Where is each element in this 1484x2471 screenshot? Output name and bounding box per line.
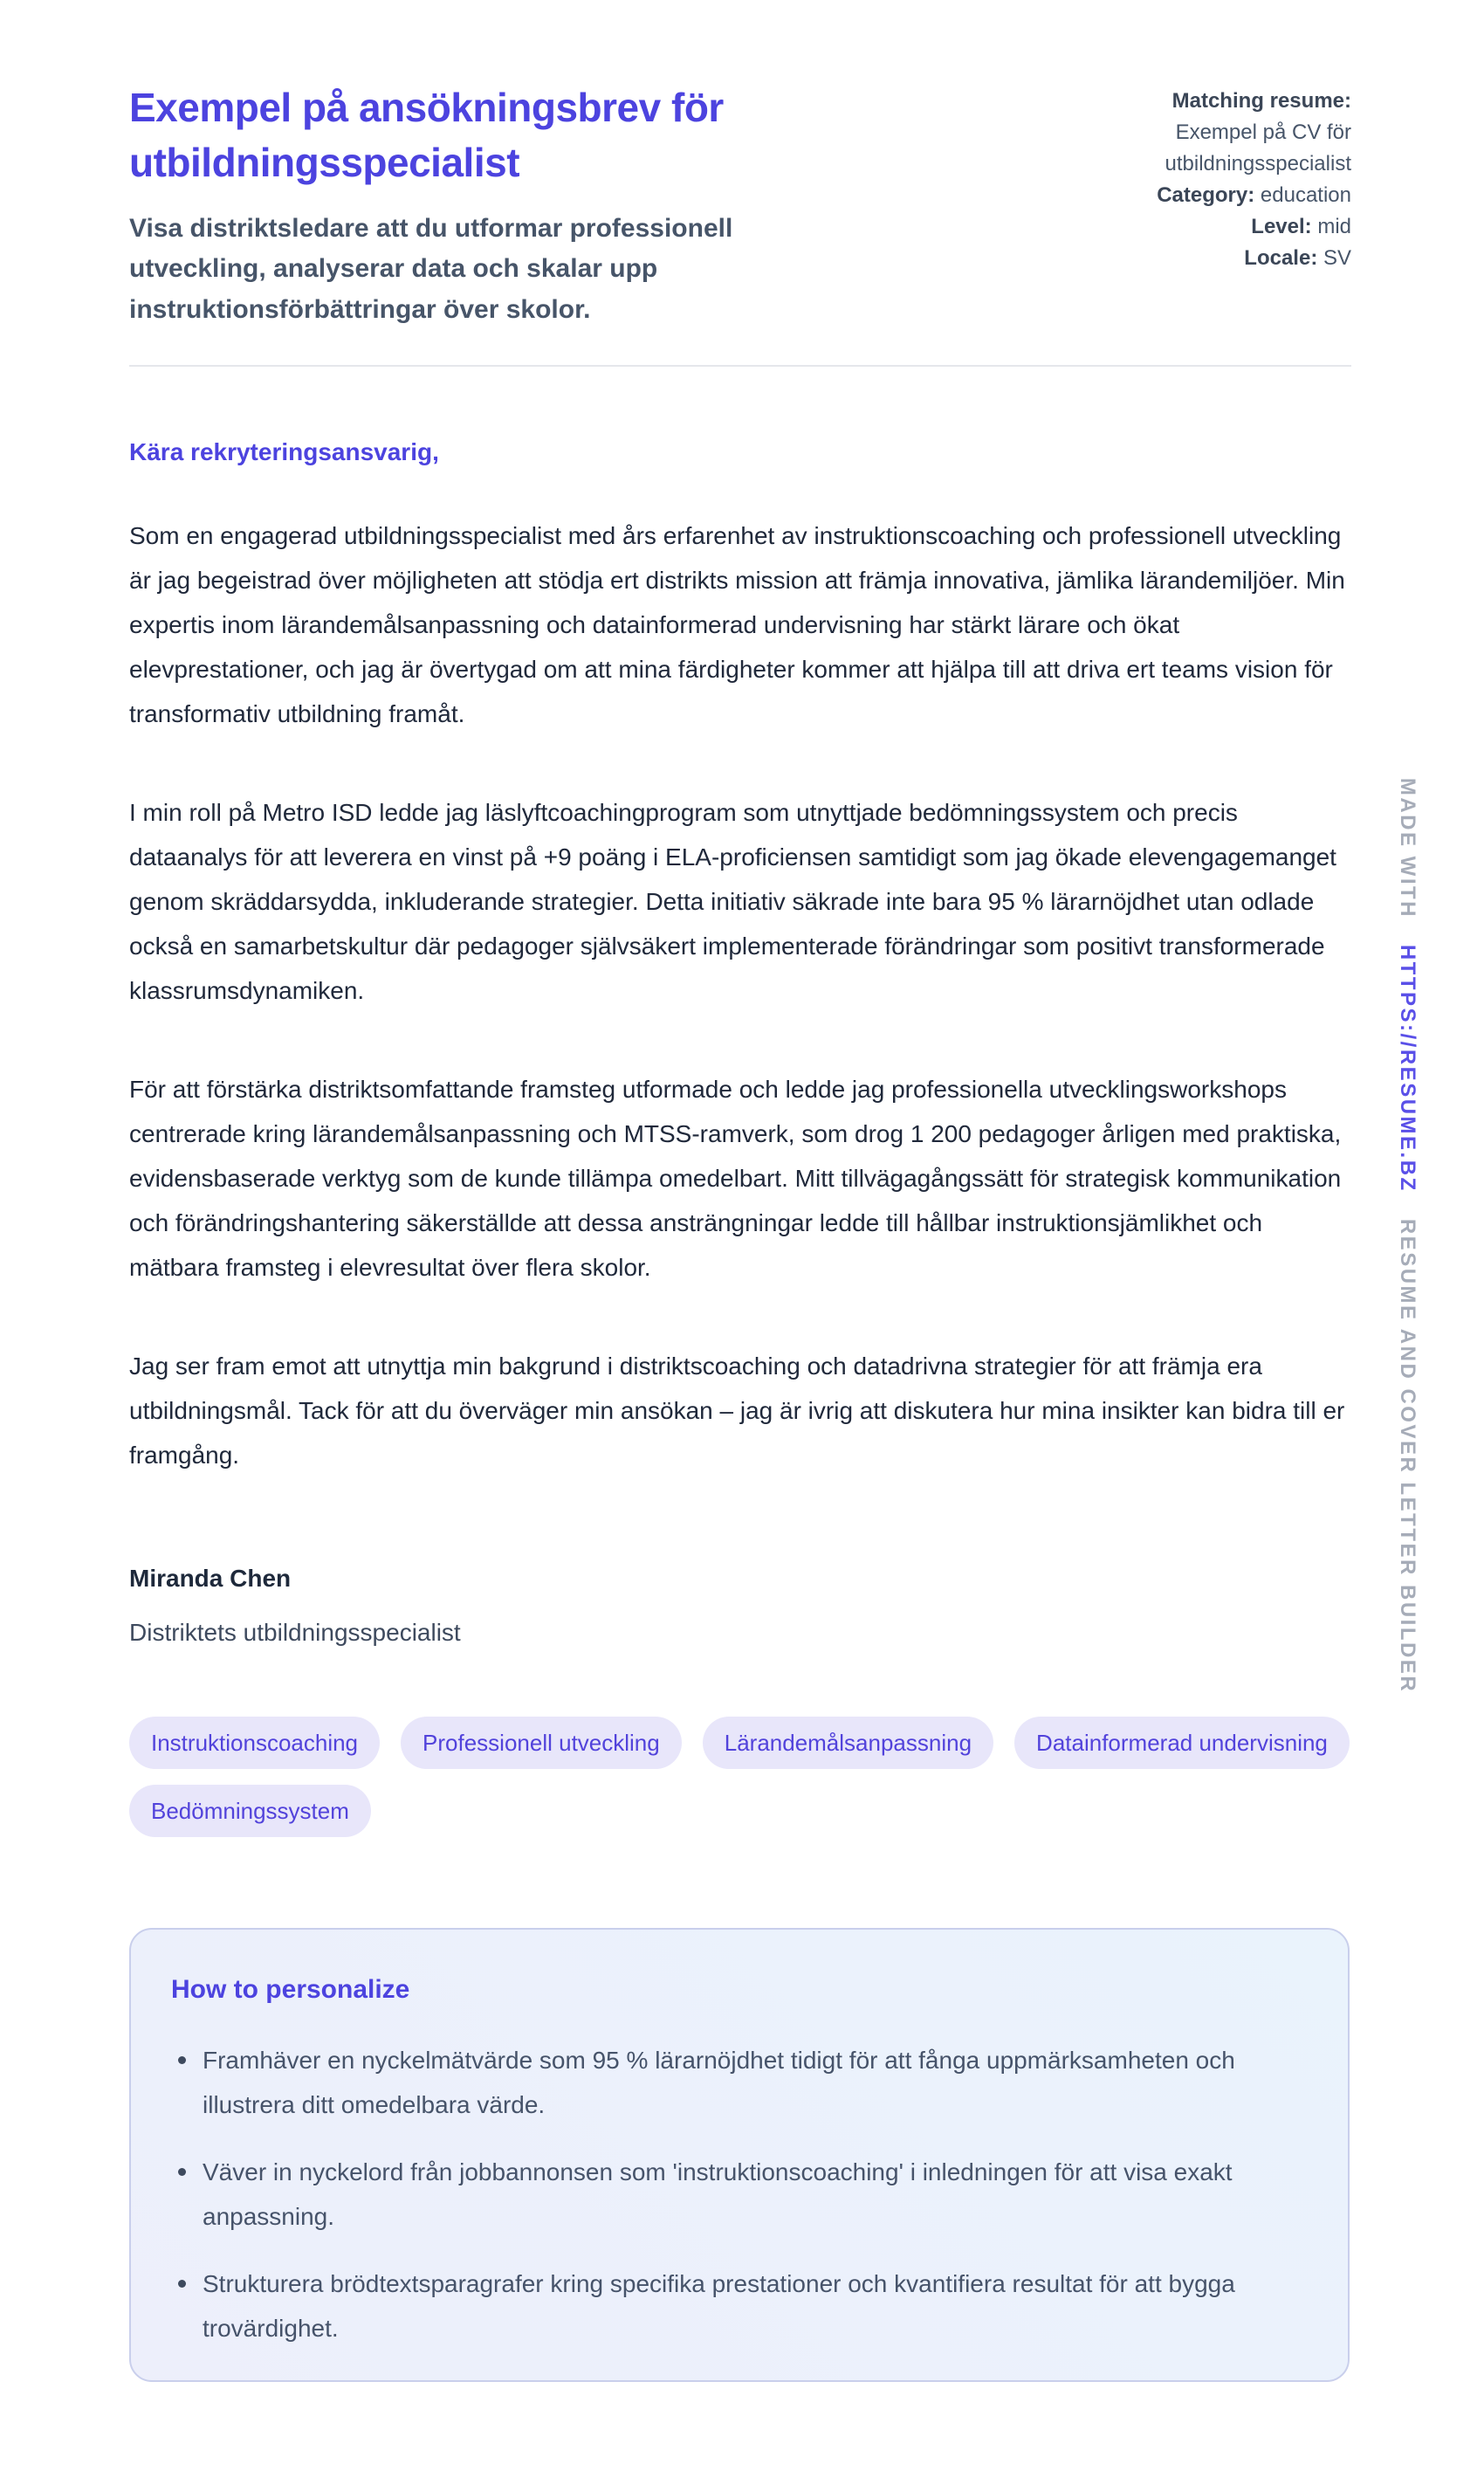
matching-resume-row [1050,86,1351,180]
locale-label: Locale: [1244,246,1318,270]
signature-role: Distriktets utbildningsspecialist [129,1619,461,1647]
letter-greeting: Kära rekryteringsansvarig, [129,438,439,466]
keyword-tag: Bedömningssystem [129,1785,371,1837]
how-to-personalize-box [129,1928,1350,2382]
category-label: Category: [1157,183,1255,207]
tip-item: Framhäver en nyckelmätvärde som 95 % lärarnöjdhet tidigt för att fånga uppmärksamheten och illustrera ditt omedelbara värde. [171,2038,1299,2127]
locale-value: SV [1323,246,1351,270]
page-container [129,0,1351,2382]
level-label: Level: [1251,215,1312,238]
matching-resume-label: Matching resume: [1171,89,1351,113]
tip-box-title: How to personalize [171,1975,410,2005]
matching-resume-meta [1050,80,1351,274]
tip-item: Väver in nyckelord från jobbannonsen som 'instruktionscoaching' i inledningen för att visa exakt anpassning. [171,2150,1299,2239]
letter-signature [129,1561,1351,1650]
category-value: education [1260,183,1351,207]
letter-paragraph: Som en engagerad utbildningsspecialist med års erfarenhet av instruktionscoaching och professionell utveckling är jag begeistrad över möjligheten att stödja ert distrikts mission att främja innovativa, jämlika lärandemiljöer. Min expertis inom lärandemålsanpassning och datainformerad undervisning har stärkt lärare och ökat elevprestationer, och jag är övertygad om att mina färdigheter kommer att hjälpa till att driva ert teams vision för transformativ utbildning framåt. [129,522,1345,728]
keyword-tag: Instruktionscoaching [129,1717,380,1769]
letter-paragraph: För att förstärka distriktsomfattande framsteg utformade och ledde jag professionella utvecklingsworkshops centrerade kring lärandemålsanpassning och MTSS-ramverk, som drog 1 200 pedagoger årligen med praktiska, evidensbaserade verktyg som de kunde tillämpa omedelbart. Mitt tillvägagångssätt för strategisk kommunikation och förändringshantering säkerställde att dessa ansträngningar ledde till hållbar instruktionsjämlikhet och mätbara framsteg i elevresultat över flera skolor. [129,1076,1342,1282]
watermark-suffix: RESUME AND COVER LETTER BUILDER [1396,1218,1419,1694]
page-title: Exempel på ansökningsbrev för utbildningsspecialist [129,85,724,186]
level-value: mid [1317,215,1351,238]
keyword-tag: Professionell utveckling [401,1717,682,1769]
header-left [129,80,967,330]
resume-bz-link[interactable]: HTTPS://RESUME.BZ [1396,945,1419,1193]
tip-list [171,2038,1299,2351]
watermark-prefix: MADE WITH [1396,777,1419,919]
letter-paragraph: Jag ser fram emot att utnyttja min bakgrund i distriktscoaching och datadrivna strategier för att främja era utbildningsmål. Tack för att du överväger min ansökan – jag är ivrig att diskutera hur mina insikter kan bidra till er framgång. [129,1353,1345,1470]
page-header [129,80,1351,330]
keyword-tag: Lärandemålsanpassning [703,1717,993,1769]
category-row [1050,180,1351,211]
letter-paragraph: I min roll på Metro ISD ledde jag läslyftcoachingprogram som utnyttjade bedömningssystem och precis dataanalys för att leverera en vinst på +9 poäng i ELA-proficiensen samtidigt som jag ökade elevengagemanget genom skräddarsydda, inkluderande strategier. Detta initiativ säkrade inte bara 95 % lärarnöjdhet utan odlade också en samarbetskultur där pedagoger självsäkert implementerade förändringar som positivt transformerade klassrumsdynamiken. [129,799,1336,1005]
keyword-tag: Datainformerad undervisning [1014,1717,1350,1769]
header-divider [129,365,1351,367]
tip-item: Strukturera brödtextsparagrafer kring specifika prestationer och kvantifiera resultat för att bygga trovärdighet. [171,2261,1299,2351]
signature-name: Miranda Chen [129,1565,292,1593]
made-with-watermark [1395,778,1419,1693]
matching-resume-value: Exempel på CV för utbildningsspecialist [1165,120,1351,176]
locale-row [1050,243,1351,274]
cover-letter-body [129,437,1351,1650]
page-subtitle: Visa distriktsledare att du utformar professionell utveckling, analyserar data och skalar upp instruktionsförbättringar över skolor. [129,213,733,324]
level-row [1050,211,1351,243]
keyword-tag-list [129,1717,1351,1837]
